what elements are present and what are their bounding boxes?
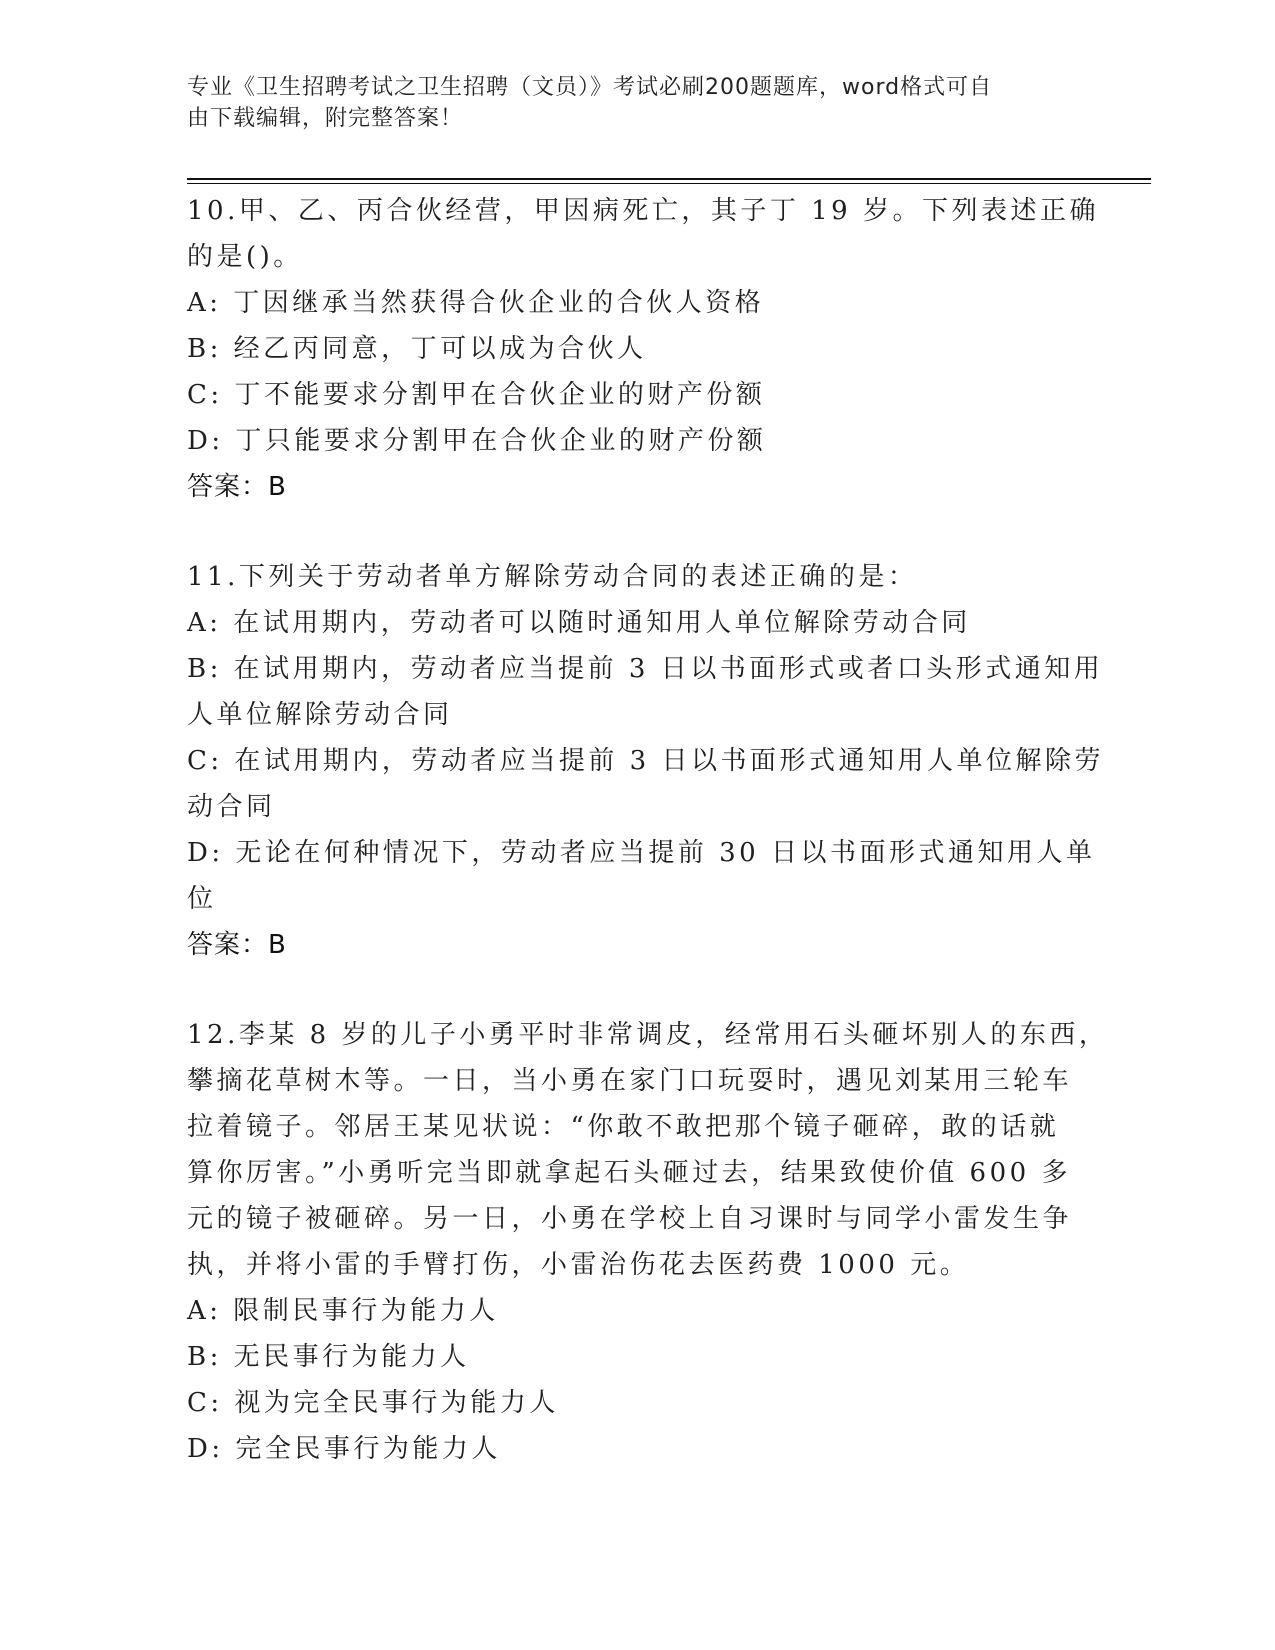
option-b: B: 无民事行为能力人 bbox=[187, 1342, 470, 1372]
question-stem-line: 的是()。 bbox=[187, 242, 303, 272]
question-stem-line: 11.下列关于劳动者单方解除劳动合同的表述正确的是： bbox=[187, 562, 918, 592]
option-a: A: 限制民事行为能力人 bbox=[187, 1296, 499, 1326]
option-d: D: 无论在何种情况下，劳动者应当提前 30 日以书面形式通知用人单 bbox=[187, 838, 1096, 868]
question-stem-line: 元的镜子被砸碎。另一日，小勇在学校上自习课时与同学小雷发生争 bbox=[187, 1204, 1073, 1234]
question-stem-line: 12.李某 8 岁的儿子小勇平时非常调皮，经常用石头砸坏别人的东西， bbox=[187, 1020, 1109, 1050]
question-stem-line: 10.甲、乙、丙合伙经营，甲因病死亡，其子丁 19 岁。下列表述正确 bbox=[187, 196, 1099, 226]
document-header bbox=[187, 72, 1067, 134]
header-divider bbox=[187, 178, 1151, 180]
option-d: D: 丁只能要求分割甲在合伙企业的财产份额 bbox=[187, 426, 767, 456]
option-d: D: 完全民事行为能力人 bbox=[187, 1434, 501, 1464]
question-stem-line: 执，并将小雷的手臂打伤，小雷治伤花去医药费 1000 元。 bbox=[187, 1250, 970, 1280]
question-stem-line: 拉着镜子。邻居王某见状说：“你敢不敢把那个镜子砸碎，敢的话就 bbox=[187, 1112, 1060, 1142]
question-stem-line: 算你厉害。”小勇听完当即就拿起石头砸过去，结果致使价值 600 多 bbox=[187, 1158, 1071, 1188]
option-b-continued: 人单位解除劳动合同 bbox=[187, 700, 453, 730]
header-divider-thin bbox=[187, 183, 1151, 184]
option-c: C: 在试用期内，劳动者应当提前 3 日以书面形式通知用人单位解除劳 bbox=[187, 746, 1104, 776]
option-c: C: 丁不能要求分割甲在合伙企业的财产份额 bbox=[187, 380, 766, 410]
option-b: B: 经乙丙同意，丁可以成为合伙人 bbox=[187, 334, 647, 364]
option-c-continued: 动合同 bbox=[187, 792, 276, 822]
question-12 bbox=[187, 1012, 1109, 1472]
answer-line: 答案：B bbox=[187, 930, 287, 960]
question-11 bbox=[187, 554, 1104, 968]
option-a: A: 在试用期内，劳动者可以随时通知用人单位解除劳动合同 bbox=[187, 608, 971, 638]
header-line: 由下载编辑，附完整答案！ bbox=[187, 106, 464, 131]
option-a: A: 丁因继承当然获得合伙企业的合伙人资格 bbox=[187, 288, 765, 318]
question-stem-line: 攀摘花草树木等。一日，当小勇在家门口玩耍时，遇见刘某用三轮车 bbox=[187, 1066, 1073, 1096]
answer-line: 答案：B bbox=[187, 472, 287, 502]
option-d-continued: 位 bbox=[187, 884, 217, 914]
header-line: 专业《卫生招聘考试之卫生招聘（文员）》考试必刷200题题库，word格式可自 bbox=[187, 75, 993, 100]
option-c: C: 视为完全民事行为能力人 bbox=[187, 1388, 559, 1418]
question-10 bbox=[187, 188, 1099, 510]
option-b: B: 在试用期内，劳动者应当提前 3 日以书面形式或者口头形式通知用 bbox=[187, 654, 1104, 684]
question-list bbox=[187, 188, 1109, 1472]
